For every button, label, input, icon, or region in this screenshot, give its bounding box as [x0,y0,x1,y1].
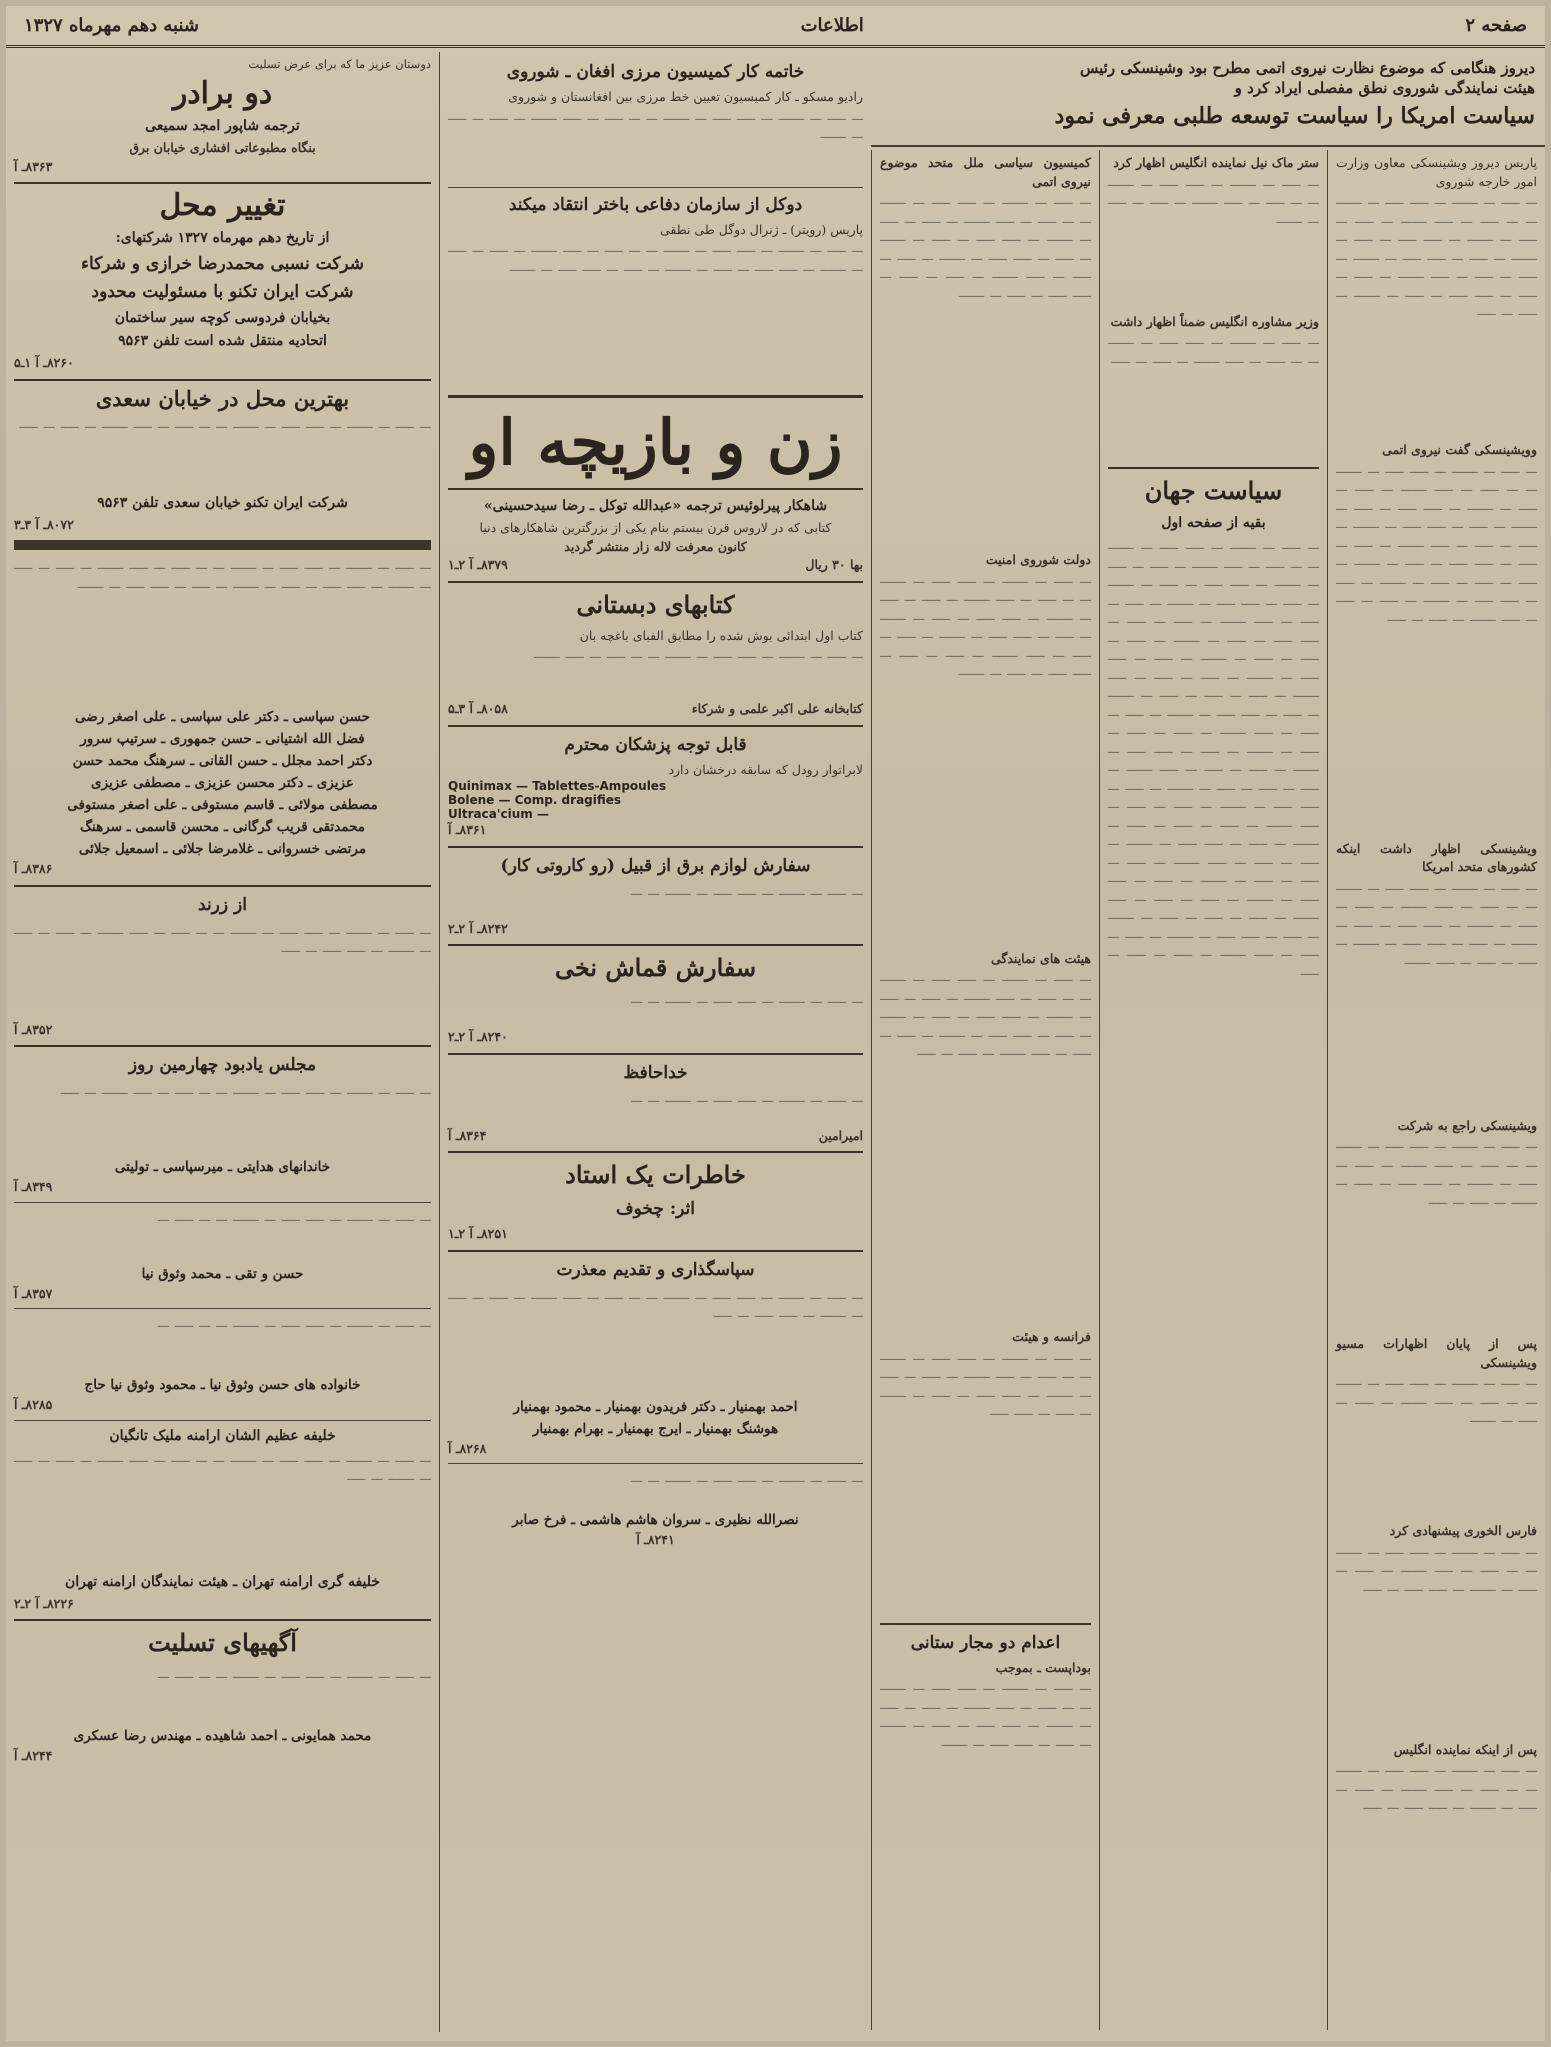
condolence-names-g: مرتضی خسروانی ـ غلامرضا جلائی ـ اسمعیل جلائی [78,841,367,857]
col4-headline-1: خاتمه کار کمیسیون مرزی افغان ـ شوروی [506,62,805,82]
caliph-ref: ۸۲۲۶ـ آ ۲ـ۲ [14,1595,74,1611]
col4-rule-9 [448,1463,863,1464]
saadi-ref: ۸۰۷۲ـ آ ۳ـ۳ [14,516,74,532]
col3-rule [880,1623,1091,1625]
col4-body-d: ـــ ـــــ ـــ ـــــــ ـــ ـــــ ـــــ ـــ ـــــــ ـــ ـــ [631,882,863,898]
col4-rule-5 [448,944,863,946]
farewell-headline: خداحافظ [623,1062,688,1083]
column-1 [1327,150,1545,2030]
issue-date: شنبه دهم مهرماه ۱۳۲۷ [24,15,199,36]
farewell-ref: ۸۳۶۴ـ آ [448,1127,487,1143]
headline-sub-2: هیئت نمایندگی شوروی نطق مفصلی ایراد کرد و [1234,79,1535,97]
col5-rule-6 [14,1308,431,1309]
thanks-ref: ۸۲۶۸ـ آ [448,1440,487,1456]
headline-main: سیاست امریکا را سیاست توسعه طلبی معرفی نمود [1054,103,1535,129]
col2-headline: سیاست جهان [1144,476,1283,505]
col5-rule-8 [14,1619,431,1621]
relocation-line-2: شرکت نسبی محمدرضا خرازی و شرکاء [80,254,365,274]
zarand-ref: ۸۳۵۲ـ آ [14,1021,53,1037]
families-ref: ۸۲۸۵ـ آ [14,1397,53,1412]
farewell-signature: امیرامین [818,1127,863,1143]
col3-para-1: کمیسیون سیاسی ملل متحد موضوع نیروی اتمی [880,155,1091,189]
relocation-line-1: از تاریخ دهم مهرماه ۱۳۲۷ شرکتهای: [115,230,330,246]
caliph-headline: خلیفه عظیم الشان ارامنه ملیک تانگیان [109,1427,336,1444]
book-byline: شاهکار پیرلوئیس ترجمه «عبدالله توکل ـ رضا سیدحسینی» [483,498,828,514]
col2-body-c: ـــ ـــــ ـــ ـــــــ ـــ ـــــ ـــــ ـــ ـــــــ ـــ ـــ ـــــ ـــ ـــــ ـــــــ ـــ ـــــ ـــ ـــــ ـــ ـــــــ ـــ ـــــ ـــــ ـــ ـــــ ـــ ـــــــ ـــ ـــــ ـــ ـــــ ـــــ ـــ ـــــــ ـــ ـــــ ـــ ـــــ ـــ ـــــ ـــــــ ـــ ـــــ ـــ ـــــ ـــ ـــــ ـــــ ـــ ـــــ ـــ ـــــــ ـــ ـــــ ـــ ـــــ ـــ ـــــ ـــ ـــــــ ـــ ـــــ ـــ ـــــ ـــــ ـــ ـــــــ ـــ ـــــ ـــ ـــــ ـــ ـــــ ـــــــ ـــ ـــــ ـــ ـــــ ـــ ـــــ ـــ ـــــــ ـــ ـــــ ـــ ـــــ ـــــ ـــ ـــــــ ـــ ـــــ ـــ ـــــ ـــ ـــــ ـــــــ ـــ ـــــ ـــ ـــــ ـــ ـــــ ـــ ـــــــ ـــ ـــــ ـــ ـــــ ـــــ ـــ ـــــــ ـــ ـــــ ـــ ـــــ ـــ ـــــ ـــــــ ـــ ـــــ ـــ ـــــ ـــ ـــــ ـــ ـــــــ ـــ ـــــ ـــ ـــــ ـــــ ـــ ـــــــ ـــ ـــــ ـــ ـــــ ـــ ـــــ ـــــــ ـــ ـــــ ـــ ـــــ ـــ ـــــ ـــ ـــــــ ـــ ـــــ ـــ ـــــ ـــــ ـــ ـــــــ ـــ ـــــ ـــ ـــــ ـــ ـــــ ـــــــ ـــ ـــــ ـــ ـــــ ـــ ـــــ ـــ ـــــــ ـــ ـــــ ـــ ـــــ ـــــ ـــ ـــــــ ـــ ـــــ ـــ ـــــ ـــ ـــــ ـــــــ ـــ ـــــ ـــ ـــــ ـــ ـــــ ـــ ـــــــ ـــ ـــــ ـــ ـــــ ـــــ ـــ ـــــــ ـــ ـــــ ـــ ـــــ ـــ ـــــ ـــــــ ـــ ـــــ ـــ ـــــ ـــ ـــــ [1108,537,1319,978]
col5-dark-band [14,540,431,550]
col1-continue: وویشینسکی گفت نیروی اتمی [1382,442,1537,457]
column-2 [1099,150,1327,2030]
col1-body-a: ـــ ـــــ ـــ ـــــــ ـــ ـــــ ـــــ ـــ ـــــــ ـــ ـــ ـــــ ـــ ـــــ ـــــــ ـــ ـــــ ـــ ـــــ ـــ ـــــــ ـــ ـــــ ـــــ ـــ ـــــ ـــ ـــــــ ـــ ـــــ ـــ ـــــ ـــــ ـــ ـــــــ ـــ ـــــ ـــ ـــــ ـــ ـــــ ـــــــ ـــ ـــــ ـــ ـــــ ـــ ـــــ ـــــ ـــ ـــــ ـــ ـــــــ ـــ ـــــ ـــ ـــــ [1336,192,1537,318]
col1-para-6: فارس الخوری پیشنهادی کرد [1389,1523,1537,1538]
col1-para-5: پس از پایان اظهارات مسیو ویشینسکی [1336,1336,1537,1370]
memoirs-ref: ۸۲۵۱ـ آ ۲ـ۱ [448,1226,508,1241]
col3-body-e: ـــ ـــــ ـــ ـــــــ ـــ ـــــ ـــــ ـــ ـــــــ ـــ ـــ ـــــ ـــ ـــــ ـــــــ ـــ ـــــ ـــ ـــــ ـــ ـــــــ ـــ ـــــ ـــــ ـــ ـــــ ـــ ـــــــ ـــ ـــــ ـــ ـــــ ـــــ ـــ ـــــــ [880,1678,1091,1749]
col2-subhead: بقیه از صفحه اول [1161,515,1266,531]
col5-rule-2 [14,379,431,381]
col3-body-a: ـــ ـــــ ـــ ـــــــ ـــ ـــــ ـــــ ـــ ـــــــ ـــ ـــ ـــــ ـــ ـــــ ـــــــ ـــ ـــــ ـــ ـــــ ـــ ـــــــ ـــ ـــــ ـــــ ـــ ـــــ ـــ ـــــــ ـــ ـــــ ـــ ـــــ ـــــ ـــ ـــــــ ـــ ـــــ ـــ ـــــ ـــ ـــــ ـــــــ ـــ ـــــ ـــ ـــــ ـــ ـــــ ـــــ ـــ ـــــ ـــ ـــــــ [880,192,1091,300]
book-price: بها ۳۰ ریال [805,557,863,572]
col3-para-end: بوداپست ـ بموجب [995,1659,1091,1675]
col4-body-c: ـــ ـــــ ـــ ـــــــ ـــ ـــــ ـــــ ـــ ـــــــ ـــ ـــ ـــــ ـــ ـــــ ـــــــ [534,646,863,661]
col2-rule [1108,467,1319,469]
memorial-headline: مجلس یادبود چهارمین روز [128,1055,317,1075]
relocation-headline: تغییر محل [159,188,286,223]
caliph-signature: خلیفه گری ارامنه تهران ـ هیئت نمایندگان ارامنه تهران [64,1573,381,1590]
electric-headline: سفارش لوازم برق از قبیل (رو کاروتی کار) [500,855,811,876]
col2-body-a: ـــ ـــــ ـــ ـــــــ ـــ ـــــ ـــــ ـــ ـــــــ ـــ ـــ ـــــ ـــ ـــــ ـــــــ ـــ ـــــ ـــ ـــــ ـــ ـــــــ [1108,173,1319,226]
col4-rule-7 [448,1151,863,1153]
memoirs-headline: خاطرات یک استاد [565,1160,746,1189]
condolence-ads-headline: آگهیهای تسلیت [148,1628,297,1657]
col4-rule-1 [448,187,863,188]
book-title: زن و بازیچه او [448,395,863,490]
col1-para-4: ویشینسکی راجع به شرکت [1397,1117,1537,1133]
col4-para-2: پاریس (رویتر) ـ ژنرال دوگل طی نطقی [659,221,863,237]
col5-body-b: ـــ ـــــ ـــ ـــــــ ـــ ـــــ ـــــ ـــ ـــــــ ـــ ـــ ـــــ ـــ ـــــ ـــــــ ـــ ـــــ ـــ ـــــ ـــ ـــــــ ـــ ـــــ ـــــ ـــ ـــــ ـــ ـــــــ ـــ ـــــ ـــ ـــــ ـــــ ـــ ـــــــ [14,557,431,591]
col5-body-c: ـــ ـــــ ـــ ـــــــ ـــ ـــــ ـــــ ـــ ـــــــ ـــ ـــ ـــــ ـــ ـــــ ـــــــ ـــ ـــــ ـــ ـــــ ـــ ـــــــ ـــ ـــــ ـــــ ـــ ـــــ [14,921,431,955]
two-brothers-headline: دو برادر [172,76,273,111]
col4-body-b: ـــ ـــــ ـــ ـــــــ ـــ ـــــ ـــــ ـــ ـــــــ ـــ ـــ ـــــ ـــ ـــــ ـــــــ ـــ ـــــ ـــ ـــــ ـــ ـــــــ ـــ ـــــ ـــــ ـــ ـــــ ـــ ـــــــ ـــ ـــــ ـــ ـــــ ـــــ ـــ ـــــــ [448,240,863,274]
column-5 [6,52,439,2032]
cotton-headline: سفارش قماش نخی [554,953,757,982]
col4-headline-2: دوکل از سازمان دفاعی باختر انتقاد میکند [508,194,803,215]
col5-rule-1 [14,182,431,184]
col4-para-1: رادیو مسکو ـ کار کمیسیون تعیین خط مرزی بین افغانستان و شوروی [508,89,863,104]
col2-para-2: وزیر مشاوره انگلیس ضمناً اظهار داشت [1110,313,1319,329]
condolence-names-b: فضل الله اشتیانی ـ حسن جمهوری ـ سرتیپ سرور [80,731,365,747]
col1-body-d: ـــ ـــــ ـــ ـــــــ ـــ ـــــ ـــــ ـــ ـــــــ ـــ ـــ ـــــ ـــ ـــــ ـــــــ ـــ ـــــ ـــ ـــــ ـــ ـــــــ ـــ ـــــ ـــــ ـــ ـــــ ـــ ـــــــ ـــ ـــــ ـــ ـــــ [1336,1136,1537,1207]
two-brothers-translator: ترجمه شاپور امجد سمیعی [145,118,300,134]
saadi-headline: بهترین محل در خیابان سعدی [95,385,350,411]
col1-body-b: ـــ ـــــ ـــ ـــــــ ـــ ـــــ ـــــ ـــ ـــــــ ـــ ـــ ـــــ ـــ ـــــ ـــــــ ـــ ـــــ ـــ ـــــ ـــ ـــــــ ـــ ـــــ ـــــ ـــ ـــــ ـــ ـــــــ ـــ ـــــ ـــ ـــــ ـــــ ـــ ـــــــ ـــ ـــــ ـــ ـــــ ـــ ـــــ ـــــــ ـــ ـــــ ـــ ـــــ ـــ ـــــ ـــــ ـــ ـــــ ـــ ـــــــ ـــ ـــــ ـــ ـــــ ـــ ـــــ ـــ ـــــــ ـــ ـــــ ـــ ـــــ ـــــ ـــ ـــــــ ـــ ـــــ ـــ ـــــ ـــ ـــــ ـــــــ ـــ ـــــ ـــ ـــــ [1336,460,1537,624]
col5-rule-5 [14,1202,431,1203]
condolence-names-d: عزیزی ـ دکتر محسن عزیزی ـ مصطفی عزیزی [91,775,354,791]
cotton-ref: ۸۲۴۰ـ آ ۲ـ۲ [448,1029,508,1044]
two-brothers-ref: ۸۳۶۳ـ آ [14,158,53,174]
col2-para-1: ستر ماک نیل نماینده انگلیس اظهار کرد [1113,155,1319,170]
condolence-names-a: حسن سپاسی ـ دکتر علی سپاسی ـ علی اصغر رضی [75,709,370,725]
final-names: نصرالله نظیری ـ سروان هاشم هاشمی ـ فرخ صابر [512,1512,799,1528]
col4-rule-4 [448,846,863,848]
col1-body-f: ـــ ـــــ ـــ ـــــــ ـــ ـــــ ـــــ ـــ ـــــــ ـــ ـــ ـــــ ـــ ـــــ ـــــــ ـــ ـــــ ـــ ـــــ ـــ ـــــــ ـــ ـــــ ـــــ ـــ ـــــ [1336,1541,1537,1594]
col5-top-note: دوستان عزیز ما که برای عرض تسلیت [248,57,431,71]
zarand-headline: از زرند [198,894,247,915]
col5-body-d: ـــ ـــــ ـــ ـــــــ ـــ ـــــ ـــــ ـــ ـــــــ ـــ ـــ ـــــ ـــ ـــــ ـــــــ ـــ ـــــ [60,1082,431,1097]
book-line: کتابی که در لاروس قرن بیستم بنام یکی از بزرگترین شاهکارهای دنیا [479,520,832,535]
col3-body-b: ـــ ـــــ ـــ ـــــــ ـــ ـــــ ـــــ ـــ ـــــــ ـــ ـــ ـــــ ـــ ـــــ ـــــــ ـــ ـــــ ـــ ـــــ ـــ ـــــــ ـــ ـــــ ـــــ ـــ ـــــ ـــ ـــــــ ـــ ـــــ ـــ ـــــ ـــــ ـــ ـــــــ ـــ ـــــ ـــ ـــــ ـــ ـــــ ـــــــ ـــ ـــــ ـــ ـــــ ـــ ـــــ ـــــ ـــ ـــــ ـــ ـــــــ [880,570,1091,678]
col2-body-b: ـــ ـــــ ـــ ـــــــ ـــ ـــــ ـــــ ـــ ـــــــ ـــ ـــ ـــــ ـــ ـــــ ـــــــ ـــ ـــــ ـــ ـــــ [1108,332,1319,366]
col1-lead: پاریس دیروز ویشینسکی معاون وزارت امور خارجه شوروی [1336,155,1537,189]
electric-ref: ۸۲۴۲ـ آ ۲ـ۲ [448,920,508,936]
col4-body-e: ـــ ـــــ ـــ ـــــــ ـــ ـــــ ـــــ ـــ ـــــــ ـــ ـــ [631,991,863,1006]
school-books-ref: ۸۰۵۸ـ آ ۳ـ۵ [448,701,508,716]
col4-rule-2 [448,581,863,583]
col3-section-2: هیئت های نمایندگی [991,950,1091,966]
doctors-headline: قابل توجه پزشکان محترم [564,734,747,755]
two-brothers-publisher: بنگاه مطبوعاتی افشاری خیابان برق [129,140,316,155]
col4-body-a: ـــ ـــــ ـــ ـــــــ ـــ ـــــ ـــــ ـــ ـــــــ ـــ ـــ ـــــ ـــ ـــــ ـــــــ ـــ ـــــ ـــ ـــــ ـــ ـــــــ [448,107,863,141]
col5-body-e: ـــ ـــــ ـــ ـــــــ ـــ ـــــ ـــــ ـــ ـــــــ ـــ ـــ ـــــ ـــ [157,1208,431,1224]
condolence-names-c: دکتر احمد مجلل ـ حسن القانی ـ سرهنگ محمد حسن [72,753,373,769]
col5-body-f: ـــ ـــــ ـــ ـــــــ ـــ ـــــ ـــــ ـــ ـــــــ ـــ ـــ ـــــ ـــ [157,1315,431,1330]
relocation-ref: ۸۲۶۰ـ آ ۱ـ۵ [14,355,74,370]
vosough-names: حسن و تقی ـ محمد وثوق نیا [141,1265,304,1282]
vosough-ref: ۸۳۵۷ـ آ [14,1285,53,1301]
col4-rule-6 [448,1053,863,1055]
col4-rule-8 [448,1250,863,1252]
drug-1: Quinimax — Tablettes-Ampoules [448,779,667,793]
col1-para-7: پس از اینکه نماینده انگلیس [1393,1741,1537,1757]
masthead [6,6,1545,48]
col5-body-g: ـــ ـــــ ـــ ـــــــ ـــ ـــــ ـــــ ـــ ـــــــ ـــ ـــ ـــــ ـــ ـــــ ـــــــ ـــ ـــــ ـــ ـــــ ـــ ـــــــ ـــ ـــــ [14,1449,431,1483]
condolence-ads-ref: ۸۲۴۴ـ آ [14,1748,53,1763]
book-ref: ۸۳۷۹ـ آ ۲ـ۱ [448,557,508,572]
saadi-company: شرکت ایران تکنو خیابان سعدی تلفن ۹۵۶۳ [97,494,348,511]
column-4 [439,52,871,2032]
thanks-names-1: احمد بهمنیار ـ دکتر فریدون بهمنیار ـ محمود بهمنیار [513,1398,798,1415]
book-publisher: کانون معرفت لاله زار منتشر گردید [564,538,747,554]
doctors-ref: ۸۳۶۱ـ آ [448,822,487,837]
col1-body-g: ـــ ـــــ ـــ ـــــــ ـــ ـــــ ـــــ ـــ ـــــــ ـــ ـــ ـــــ ـــ ـــــ ـــــــ ـــ ـــــ ـــ ـــــ ـــ ـــــــ ـــ ـــــ ـــــ ـــ ـــــ [1336,1760,1537,1812]
drug-3: Ultraca'cium — [448,807,549,821]
col4-body-g: ـــ ـــــ ـــ ـــــــ ـــ ـــــ ـــــ ـــ ـــــــ ـــ ـــ ـــــ ـــ ـــــ ـــــــ ـــ ـــــ ـــ ـــــ ـــ ـــــــ ـــ ـــــ ـــــ ـــ ـــــ [448,1286,863,1320]
col5-rule-3 [14,885,431,887]
headline-sub-1: دیروز هنگامی که موضوع نظارت نیروی اتمی مطرح بود وشینسکی رئیس [1080,59,1535,77]
thanks-headline: سپاسگذاری و تقدیم معذرت [556,1259,755,1280]
col1-body-e: ـــ ـــــ ـــ ـــــــ ـــ ـــــ ـــــ ـــ ـــــــ ـــ ـــ ـــــ ـــ ـــــ ـــــــ ـــ ـــــ ـــ ـــــ ـــ ـــــــ [1336,1373,1537,1425]
col5-body-h: ـــ ـــــ ـــ ـــــــ ـــ ـــــ ـــــ ـــ ـــــــ ـــ ـــ ـــــ ـــ [157,1666,431,1681]
condolence-names-f: محمدتقی قریب گرگانی ـ محسن قاسمی ـ سرهنگ [79,819,366,835]
relocation-line-3: شرکت ایران تکنو با مسئولیت محدود [91,282,354,302]
condolence-names-e: مصطفی مولائی ـ قاسم مستوفی ـ علی اصغر مستوفی [67,797,378,813]
col4-body-h: ـــ ـــــ ـــ ـــــــ ـــ ـــــ ـــــ ـــ ـــــــ ـــ ـــ [631,1470,863,1485]
col5-rule-4 [14,1045,431,1047]
col3-body-d: ـــ ـــــ ـــ ـــــــ ـــ ـــــ ـــــ ـــ ـــــــ ـــ ـــ ـــــ ـــ ـــــ ـــــــ ـــ ـــــ ـــ ـــــ ـــ ـــــــ ـــ ـــــ ـــــ ـــ ـــــ ـــ ـــــــ ـــ ـــــ ـــ ـــــ ـــــ [880,1347,1091,1418]
thanks-names-2: هوشنگ بهمنیار ـ ایرج بهمنیار ـ بهرام بهمنیار [532,1420,779,1437]
col5-body-a: ـــ ـــــ ـــ ـــــــ ـــ ـــــ ـــــ ـــ ـــــــ ـــ ـــ ـــــ ـــ ـــــ ـــــــ ـــ ـــــ ـــ ـــــ [19,415,431,431]
col1-body-c: ـــ ـــــ ـــ ـــــــ ـــ ـــــ ـــــ ـــ ـــــــ ـــ ـــ ـــــ ـــ ـــــ ـــــــ ـــ ـــــ ـــ ـــــ ـــ ـــــــ ـــ ـــــ ـــــ ـــ ـــــ ـــ ـــــــ ـــ ـــــ ـــ ـــــ ـــــ ـــ ـــــــ ـــ ـــــ ـــ ـــــ ـــ ـــــ ـــــــ [1336,877,1537,967]
col3-headline-2: اعدام دو مجار ستانی [910,1632,1061,1653]
drug-2: Bolene — Comp. dragifies [448,793,622,807]
col3-section-1: دولت شوروی امنیت [985,552,1091,567]
col1-para-3: ویشینسکی اظهار داشت اینکه کشورهای متحد امریکا [1336,840,1537,874]
col4-rule-3 [448,725,863,727]
memoirs-author: اثر: چخوف [616,1199,695,1219]
memorial-ref: ۸۳۴۹ـ آ [14,1179,53,1194]
school-books-text: کتاب اول ابتدائی بوش شده را مطابق الفبای باغچه بان [579,627,863,643]
col3-body-c: ـــ ـــــ ـــ ـــــــ ـــ ـــــ ـــــ ـــ ـــــــ ـــ ـــ ـــــ ـــ ـــــ ـــــــ ـــ ـــــ ـــ ـــــ ـــ ـــــــ ـــ ـــــ ـــــ ـــ ـــــ ـــ ـــــــ ـــ ـــــ ـــ ـــــ ـــــ ـــ ـــــــ ـــ ـــــ ـــ ـــــ ـــ ـــــ ـــــــ ـــ ـــــ ـــ ـــــ [880,969,1091,1058]
relocation-line-4: بخیابان فردوسی کوچه سیر ساختمان [114,310,331,326]
paper-name: اطلاعات [800,15,864,36]
condolence-ads-names: محمد همایونی ـ احمد شاهیده ـ مهندس رضا عسکری [73,1728,372,1744]
column-3 [871,150,1099,2030]
col3-section-3: فرانسه و هیئت [1012,1329,1091,1344]
condolence-ref: ۸۳۸۶ـ آ [14,861,53,876]
school-books-headline: کتابهای دبستانی [576,589,735,619]
col5-rule-7 [14,1420,431,1421]
doctors-text: لابراتوار رودل که سابقه درخشان دارد [668,761,863,777]
school-books-shop: کتابخانه علی اکبر علمی و شرکاء [691,701,863,716]
relocation-line-5: اتحادیه منتقل شده است تلفن ۹۵۶۳ [118,333,327,349]
col4-body-f: ـــ ـــــ ـــ ـــــــ ـــ ـــــ ـــــ ـــ ـــــــ ـــ ـــ [631,1089,863,1105]
page-number: صفحه ۲ [1465,15,1527,36]
newspaper-page [6,6,1545,2041]
memorial-names: خاندانهای هدایتی ـ میرسپاسی ـ تولیتی [114,1159,331,1175]
top-wide-headline [871,52,1545,147]
final-ref: ۸۲۴۱ـ آ [636,1532,675,1547]
families-names: خانواده های حسن وثوق نیا ـ محمود وثوق نیا حاج [84,1377,361,1393]
